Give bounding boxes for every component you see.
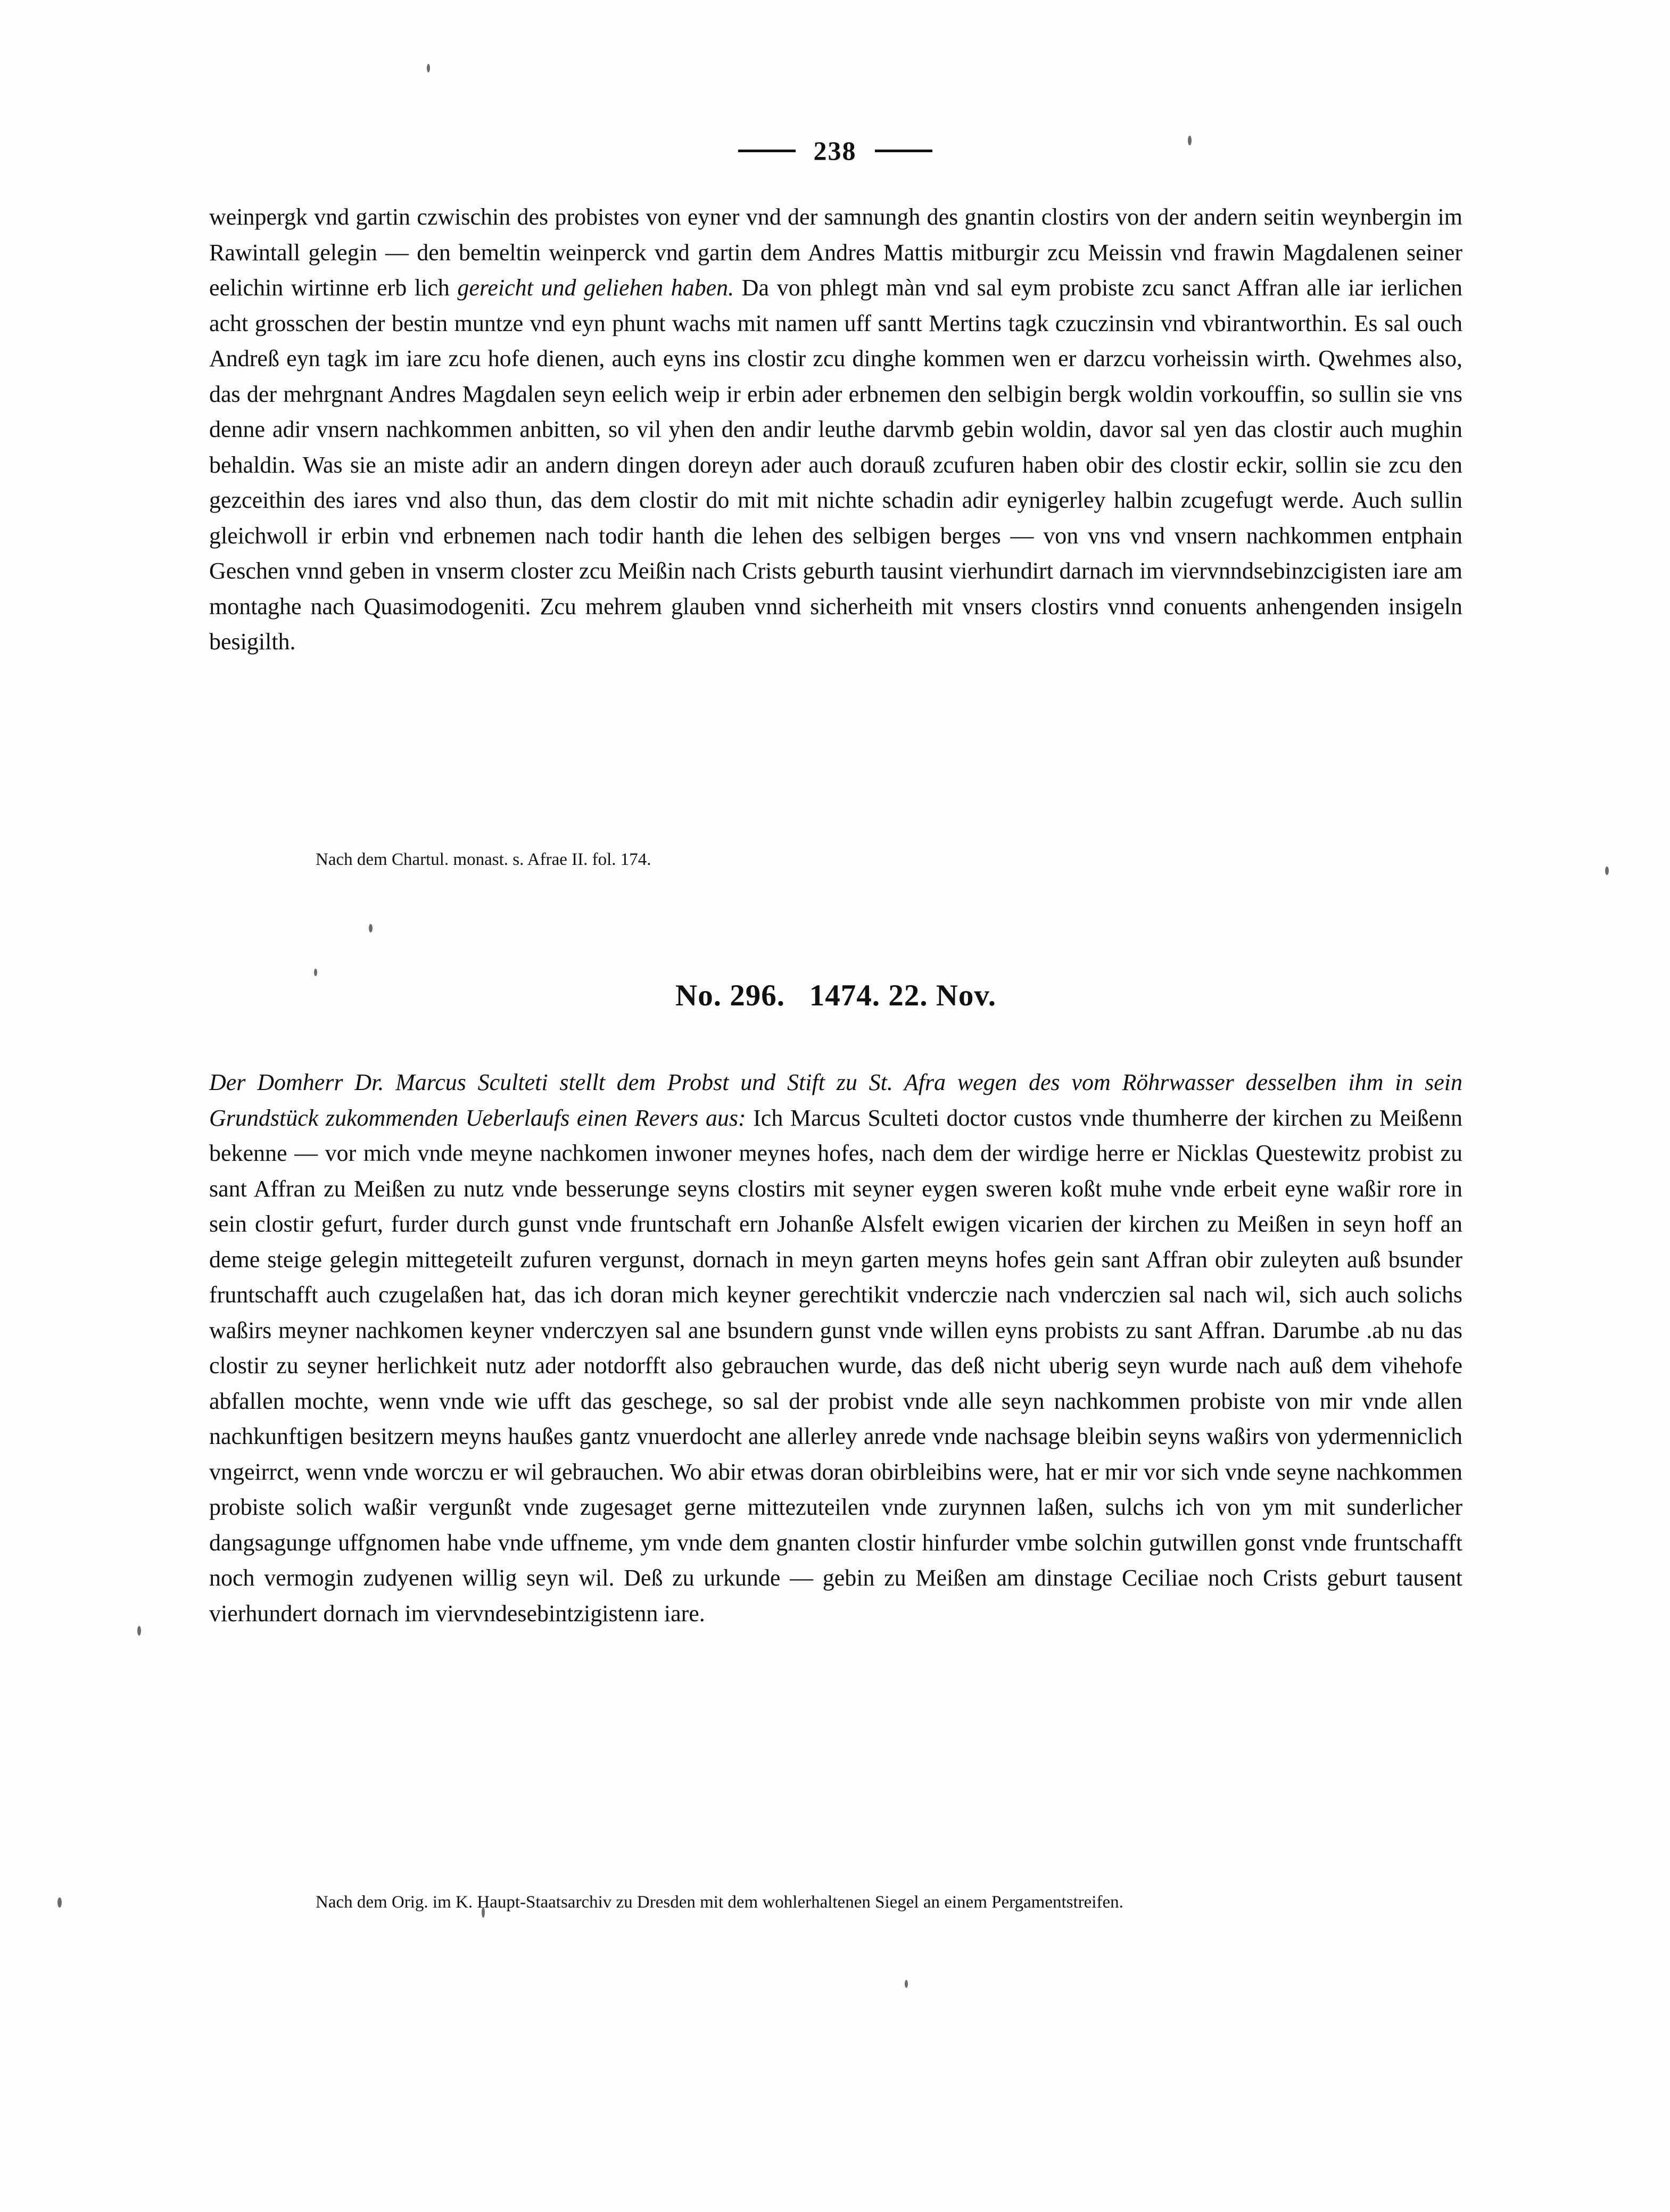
scan-speck [1605,866,1609,875]
entry-295-source-note [209,847,1462,872]
entry-295-text-part-2: Da von phlegt màn vnd sal eym probiste zcu sanct Affran alle iar ierlichen acht grosschen der bestin muntze vnd eyn phunt wachs mit namen uff santt Mertins tagk czuczinsin vnd vbirantworthin. Es sal ouch Andreß eyn tagk im iare zcu hofe dienen, auch eyns ins clostir zcu dinghe kommen wen er darzcu vorheissin wirth. Qwehmes also, das der mehrgnant Andres Magdalen seyn eelich weip ir erbin ader erbnemen den selbigin bergk woldin vorkouffin, so sullin sie vns denne adir vnsern nachkommen anbitten, so vil yhen den andir leuthe darvmb gebin woldin, davor sal yen das clostir auch mughin behaldin. Was sie an miste adir an andern dingen doreyn ader auch dorauß zcufuren haben obir des clostir eckir, sollin sie zcu den gezceithin des iares vnd also thun, das dem clostir do mit mit nichte schadin adir eynigerley halbin zcugefugt werde. Auch sullin gleichwoll ir erbin vnd erbnemen nach todir hanth die lehen des selbigen berges — von vns vnd vnsern nachkommen entphain Geschen vnnd geben in vnserm closter zcu Meißin nach Crists geburth tausint vierhundirt darnach im viervnndsebinzcigisten iare am montaghe nach Quasimodogeniti. Zcu mehrem glauben vnnd sicherheith mit vnsers clostirs vnnd conuents anhengenden insigeln besigilth. [209,275,1462,655]
entry-295-source-block [209,847,1462,872]
entry-296-paragraph [209,1065,1462,1631]
entry-296-text: Ich Marcus Sculteti doctor custos vnde thumherre der kirchen zu Meißenn bekenne — vor mich vnde meyne nachkomen inwoner meynes hofes, nach dem der wirdige herre er Nicklas Questewitz probist zu sant Affran zu Meißen zu nutz vnde besserunge seyns clostirs mit seyner eygen sweren koßt muhe vnde erbeit eyne waßir rore in sein clostir gefurt, furder durch gunst vnde fruntschaft ern Johanße Alsfelt ewigen vicarien der kirchen zu Meißen in seyn hoff an deme steige gelegin mittegeteilt zufuren vergunst, dornach in meyn garten meyns hofes gein sant Affran obir zuleyten auß bsunder fruntschafft auch czugelaßen hat, das ich doran mich keyner gerechtikit vnderczie nach vnderczien sal nach wil, sich auch solichs waßirs meyner nachkomen keyner vnderczyen sal ane bsundern gunst vnde willen eyns probists zu sant Affran. Darumbe .ab nu das clostir zu seyner herlichkeit nutz ader notdorfft also gebrauchen wurde, das deß nicht uberig seyn wurde nach auß dem vihehofe abfallen mochte, wenn vnde wie ufft das geschege, so sal der probist vnde alle seyn nachkommen probiste von mir vnde allen nachkunftigen besitzern meyns haußes gantz vnuerdocht ane allerley anrede vnde nachsage bleibin seyns waßirs von ydermenniclich vngeirrct, wenn vnde worczu er wil gebrauchen. Wo abir etwas doran obirbleibins were, hat er mir vor sich vnde seyne nachkommen probiste solich waßir vergunßt vnde zugesaget gerne mittezuteilen vnde zurynnen laßen, sulchs ich von ym mit sunderlicher dangsagunge uffgnomen habe vnde uffneme, ym vnde dem gnanten clostir hinfurder vmbe solchin gutwillen gonst vnde fruntschafft noch vermogin zudyenen willig seyn wil. Deß zu urkunde — gebin zu Meißen am dinstage Ceciliae noch Crists geburt tausent vierhundert dornach im viervndesebintzigistenn iare. [209,1104,1462,1627]
scan-speck [369,924,373,932]
scan-speck [137,1626,141,1636]
scan-speck [314,969,317,976]
entry-296-source-block [209,1889,1462,1915]
scan-speck [905,1980,908,1988]
entry-295-continuation [209,200,1462,660]
entry-295-source-text: Nach dem Chartul. monast. s. Afrae II. fol. 174. [316,850,651,869]
entry-296-body-block [209,1065,1462,1631]
entry-296-heading-block [209,978,1462,1013]
entry-295-text-part-1: weinpergk vnd gartin czwischin des probistes von eyner vnd der samnungh des gnantin clostirs von der andern seitin weynbergin im Rawintall gelegin — den bemeltin weinperck vnd gartin dem Andres Mattis mitburgir zcu Meissin vnd frawin Magdalenen seiner eelichin wirtinne erb lich [209,204,1462,301]
entry-296-regest: Der Domherr Dr. Marcus Sculteti stellt dem Probst und Stift zu St. Afra wegen des vom Röhrwasser desselben ihm in sein Grundstück zukommenden Ueberlaufs einen Revers aus: [209,1069,1462,1131]
entry-296-source-note [209,1889,1462,1915]
head-rule-right [875,150,932,152]
entry-295-italic-phrase: gereicht und geliehen haben. [457,275,734,301]
running-head [0,137,1670,164]
scan-speck [427,64,430,72]
scan-speck [57,1897,62,1908]
entry-296-heading: No. 296. 1474. 22. Nov. [675,979,996,1012]
page-number: 238 [813,136,857,166]
entry-295-paragraph [209,200,1462,660]
head-rule-left [738,150,796,152]
entry-296-source-text: Nach dem Orig. im K. Haupt-Staatsarchiv zu Dresden mit dem wohlerhaltenen Siegel an einem Pergamentstreifen. [316,1893,1123,1912]
